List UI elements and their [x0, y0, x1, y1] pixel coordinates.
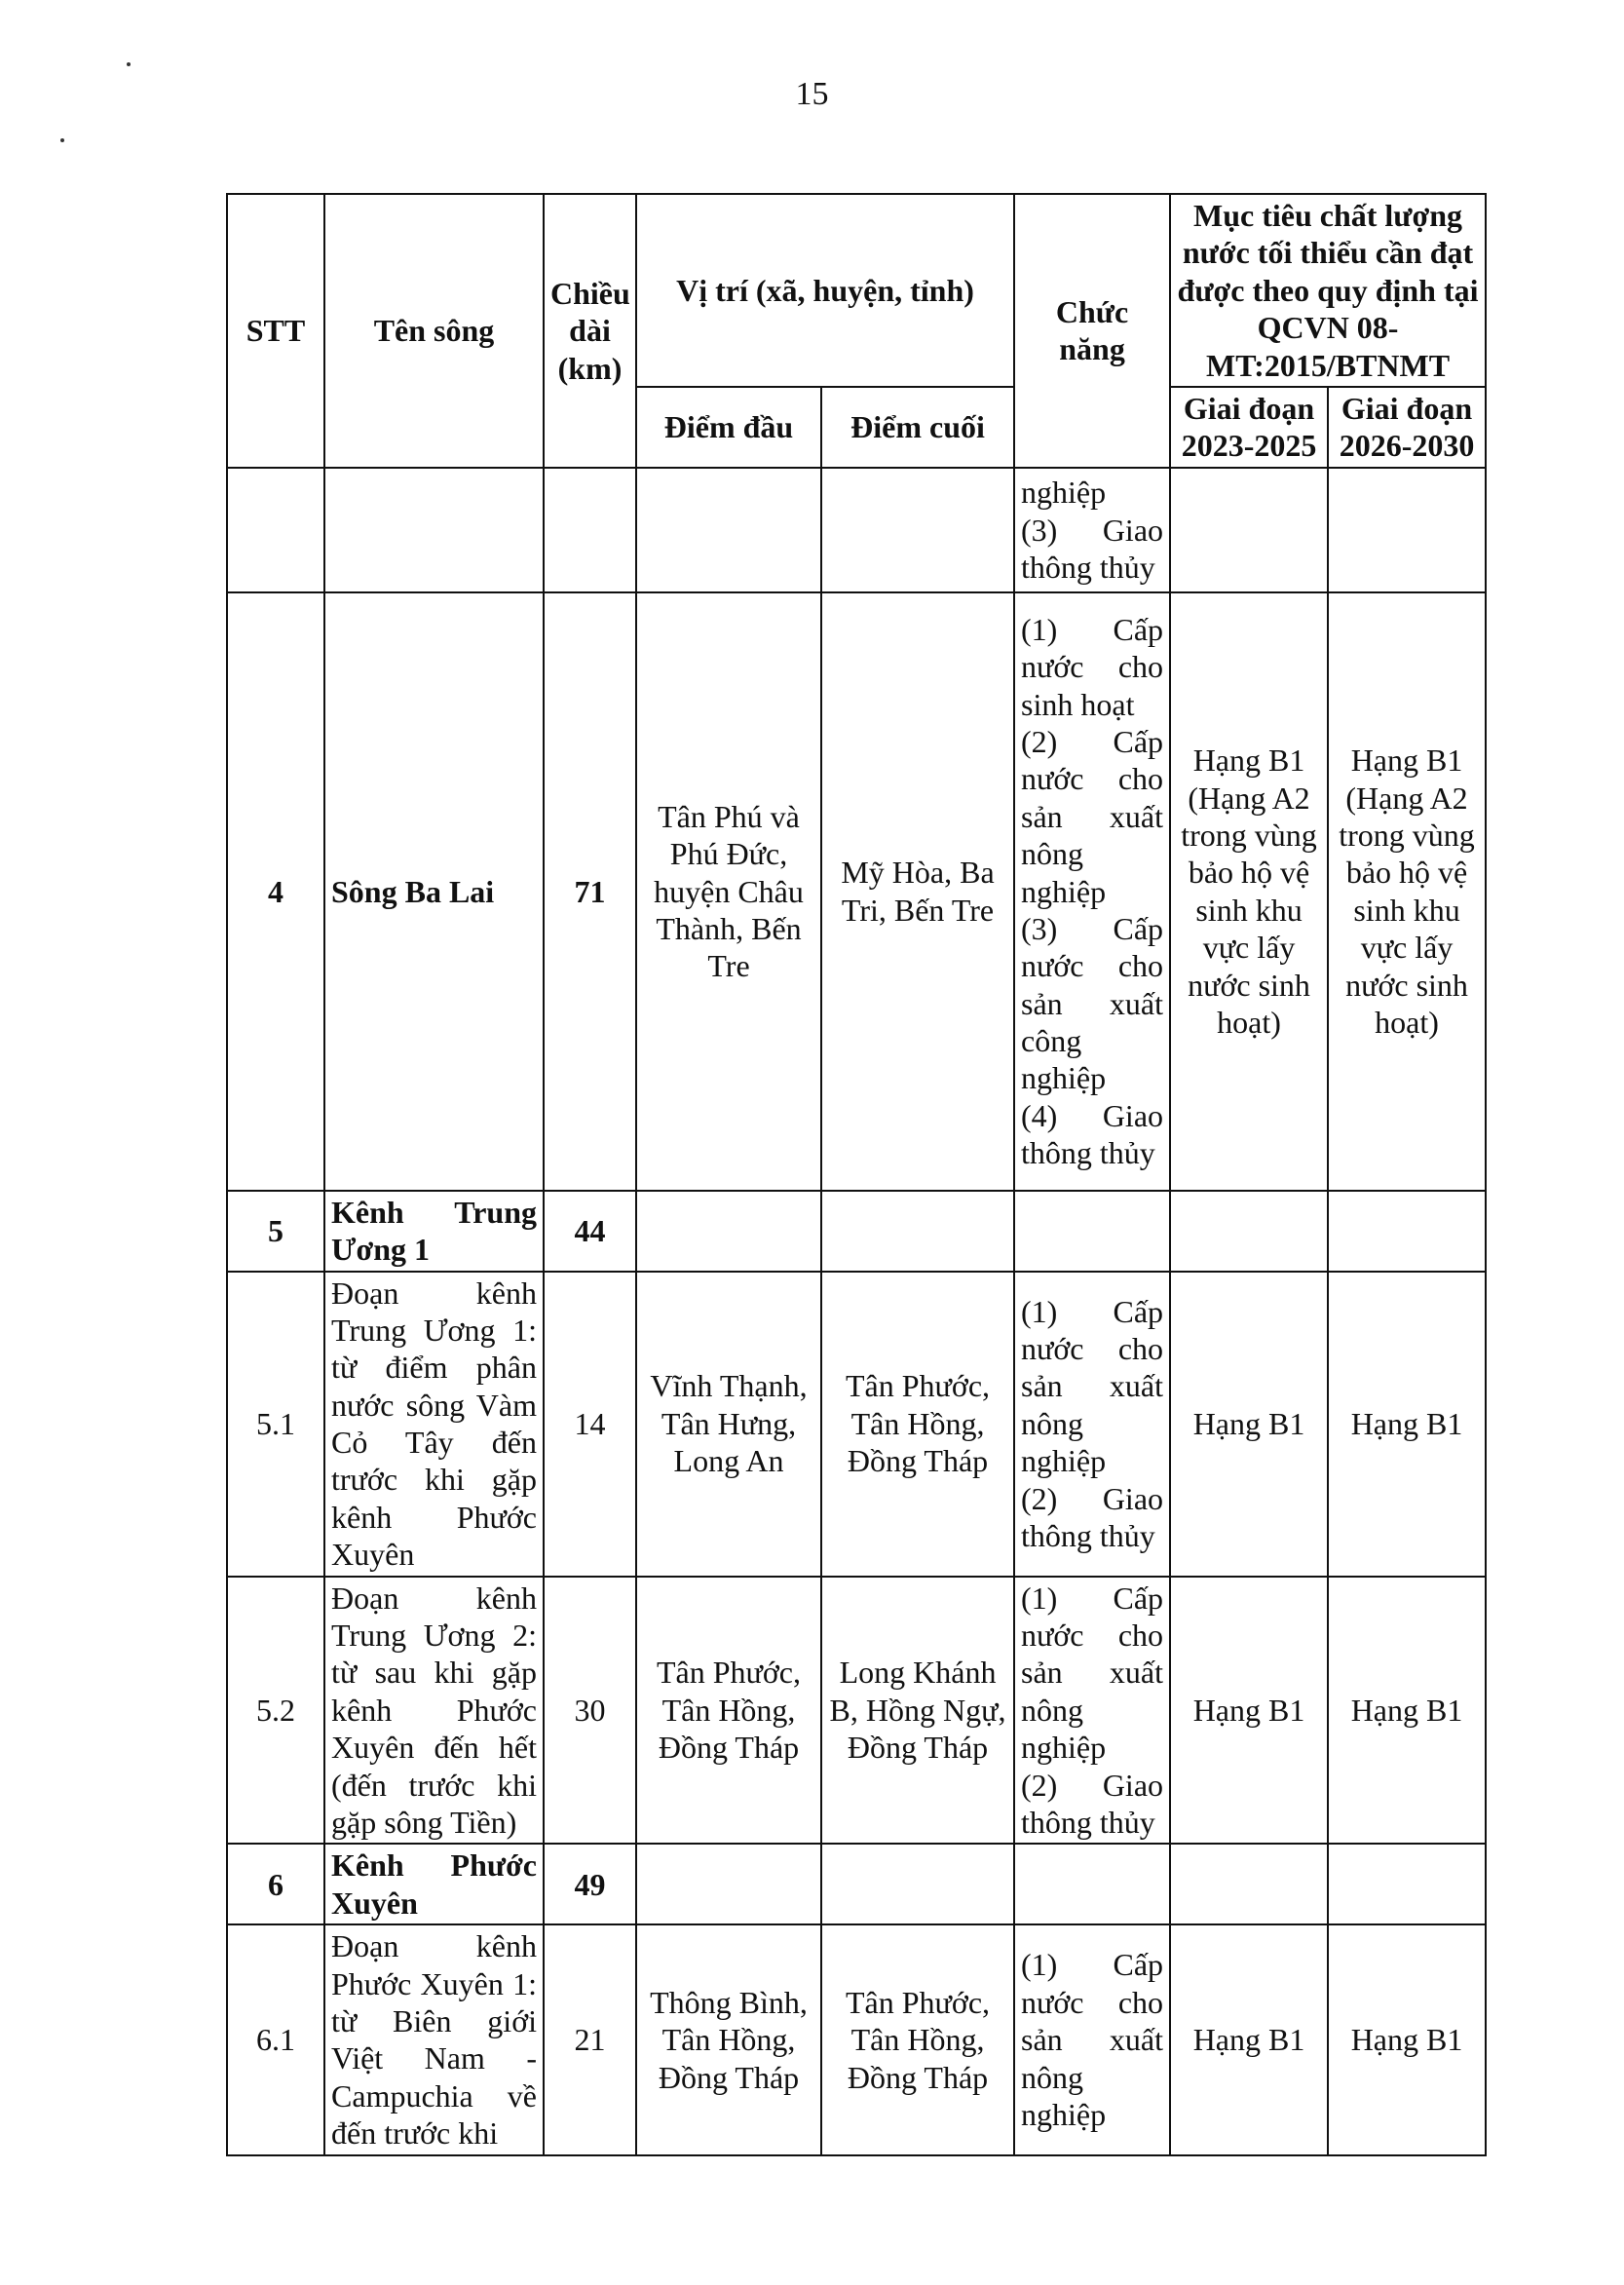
cell-chuc-nang	[1014, 1577, 1170, 1845]
function-item: (1) Cấp nước cho sản xuất nông nghiệp	[1021, 1293, 1164, 1479]
cell-stt	[227, 468, 324, 592]
cell-stt: 4	[227, 592, 324, 1191]
cell-giai-doan-1: Hạng B1 (Hạng A2 trong vùng bảo hộ vệ sinh khu vực lấy nước sinh hoạt)	[1170, 592, 1328, 1191]
function-item: (2) Giao thông thủy	[1021, 1480, 1164, 1554]
header-giai-doan-2023-2025: Giai đoạn 2023-2025	[1170, 387, 1328, 468]
cell-giai-doan-2: Hạng B1	[1328, 1924, 1486, 2154]
cell-ten-song: Kênh Trung Ương 1	[324, 1191, 544, 1272]
function-item: (1) Cấp nước cho sản xuất nông nghiệp	[1021, 1580, 1164, 1766]
function-item: (2) Cấp nước cho sản xuất nông nghiệp	[1021, 723, 1164, 909]
cell-diem-cuoi: Mỹ Hòa, Ba Tri, Bến Tre	[821, 592, 1014, 1191]
cell-diem-cuoi: Tân Phước, Tân Hồng, Đồng Tháp	[821, 1924, 1014, 2154]
cell-chuc-nang	[1014, 1272, 1170, 1577]
function-item: (2) Giao thông thủy	[1021, 1767, 1164, 1840]
function-item: (3) Cấp nước cho sản xuất công nghiệp	[1021, 910, 1164, 1096]
cell-ten-song: Đoạn kênh Trung Ương 1: từ điểm phân nước sông Vàm Cỏ Tây đến trước khi gặp kênh Phước Xuyên	[324, 1272, 544, 1577]
cell-ten-song: Đoạn kênh Trung Ương 2: từ sau khi gặp kênh Phước Xuyên đến hết (đến trước khi gặp sông Tiền)	[324, 1577, 544, 1845]
cell-giai-doan-2	[1328, 468, 1486, 592]
header-giai-doan-2026-2030: Giai đoạn 2026-2030	[1328, 387, 1486, 468]
table-row	[227, 1272, 1486, 1577]
cell-stt: 5.2	[227, 1577, 324, 1845]
cell-chieu-dai: 30	[544, 1577, 636, 1845]
function-item: (3) Giao thông thủy	[1021, 512, 1164, 585]
header-stt: STT	[227, 194, 324, 468]
cell-giai-doan-1	[1170, 1191, 1328, 1272]
cell-diem-dau: Tân Phước, Tân Hồng, Đồng Tháp	[636, 1577, 821, 1845]
cell-diem-cuoi: Long Khánh B, Hồng Ngự, Đồng Tháp	[821, 1577, 1014, 1845]
cell-giai-doan-1: Hạng B1	[1170, 1577, 1328, 1845]
table-row	[227, 468, 1486, 592]
cell-chieu-dai: 44	[544, 1191, 636, 1272]
cell-giai-doan-1	[1170, 1844, 1328, 1924]
table-row	[227, 1924, 1486, 2154]
function-item: (1) Cấp nước cho sản xuất nông nghiệp	[1021, 1947, 1164, 2132]
cell-ten-song	[324, 468, 544, 592]
cell-giai-doan-1: Hạng B1	[1170, 1272, 1328, 1577]
cell-chuc-nang	[1014, 1924, 1170, 2154]
scan-speck	[60, 138, 64, 142]
cell-diem-dau: Vĩnh Thạnh, Tân Hưng, Long An	[636, 1272, 821, 1577]
table-row	[227, 1844, 1486, 1924]
function-item: (4) Giao thông thủy	[1021, 1097, 1164, 1171]
table-row	[227, 1191, 1486, 1272]
scan-speck	[127, 62, 131, 66]
header-vi-tri: Vị trí (xã, huyện, tỉnh)	[636, 194, 1014, 387]
cell-diem-cuoi	[821, 468, 1014, 592]
cell-stt: 5.1	[227, 1272, 324, 1577]
cell-chieu-dai: 71	[544, 592, 636, 1191]
cell-giai-doan-2	[1328, 1844, 1486, 1924]
cell-diem-dau	[636, 468, 821, 592]
cell-stt: 5	[227, 1191, 324, 1272]
cell-giai-doan-2: Hạng B1	[1328, 1272, 1486, 1577]
header-diem-cuoi: Điểm cuối	[821, 387, 1014, 468]
cell-diem-dau: Thông Bình, Tân Hồng, Đồng Tháp	[636, 1924, 821, 2154]
header-muc-tieu: Mục tiêu chất lượng nước tối thiểu cần đạt được theo quy định tại QCVN 08-MT:2015/BTNMT	[1170, 194, 1486, 387]
cell-stt: 6	[227, 1844, 324, 1924]
function-item: (1) Cấp nước cho sinh hoạt	[1021, 611, 1164, 722]
cell-chuc-nang	[1014, 468, 1170, 592]
header-chieu-dai: Chiều dài (km)	[544, 194, 636, 468]
cell-diem-cuoi	[821, 1844, 1014, 1924]
header-chuc-nang: Chức năng	[1014, 194, 1170, 468]
cell-chuc-nang	[1014, 592, 1170, 1191]
cell-diem-dau: Tân Phú và Phú Đức, huyện Châu Thành, Bến Tre	[636, 592, 821, 1191]
cell-chuc-nang	[1014, 1191, 1170, 1272]
cell-stt: 6.1	[227, 1924, 324, 2154]
cell-diem-dau	[636, 1844, 821, 1924]
table-row	[227, 592, 1486, 1191]
table-row	[227, 1577, 1486, 1845]
cell-chieu-dai	[544, 468, 636, 592]
cell-giai-doan-2: Hạng B1	[1328, 1577, 1486, 1845]
cell-giai-doan-2: Hạng B1 (Hạng A2 trong vùng bảo hộ vệ sinh khu vực lấy nước sinh hoạt)	[1328, 592, 1486, 1191]
cell-ten-song: Sông Ba Lai	[324, 592, 544, 1191]
cell-diem-cuoi	[821, 1191, 1014, 1272]
cell-diem-cuoi: Tân Phước, Tân Hồng, Đồng Tháp	[821, 1272, 1014, 1577]
cell-chieu-dai: 49	[544, 1844, 636, 1924]
header-diem-dau: Điểm đầu	[636, 387, 821, 468]
cell-ten-song: Kênh Phước Xuyên	[324, 1844, 544, 1924]
cell-giai-doan-2	[1328, 1191, 1486, 1272]
cell-giai-doan-1	[1170, 468, 1328, 592]
header-ten-song: Tên sông	[324, 194, 544, 468]
cell-chieu-dai: 14	[544, 1272, 636, 1577]
cell-chuc-nang	[1014, 1844, 1170, 1924]
cell-ten-song: Đoạn kênh Phước Xuyên 1: từ Biên giới Việt Nam - Campuchia về đến trước khi	[324, 1924, 544, 2154]
cell-diem-dau	[636, 1191, 821, 1272]
page-number: 15	[795, 76, 829, 112]
function-item: nghiệp	[1021, 475, 1107, 511]
cell-chieu-dai: 21	[544, 1924, 636, 2154]
cell-giai-doan-1: Hạng B1	[1170, 1924, 1328, 2154]
water-quality-table	[226, 193, 1487, 2156]
